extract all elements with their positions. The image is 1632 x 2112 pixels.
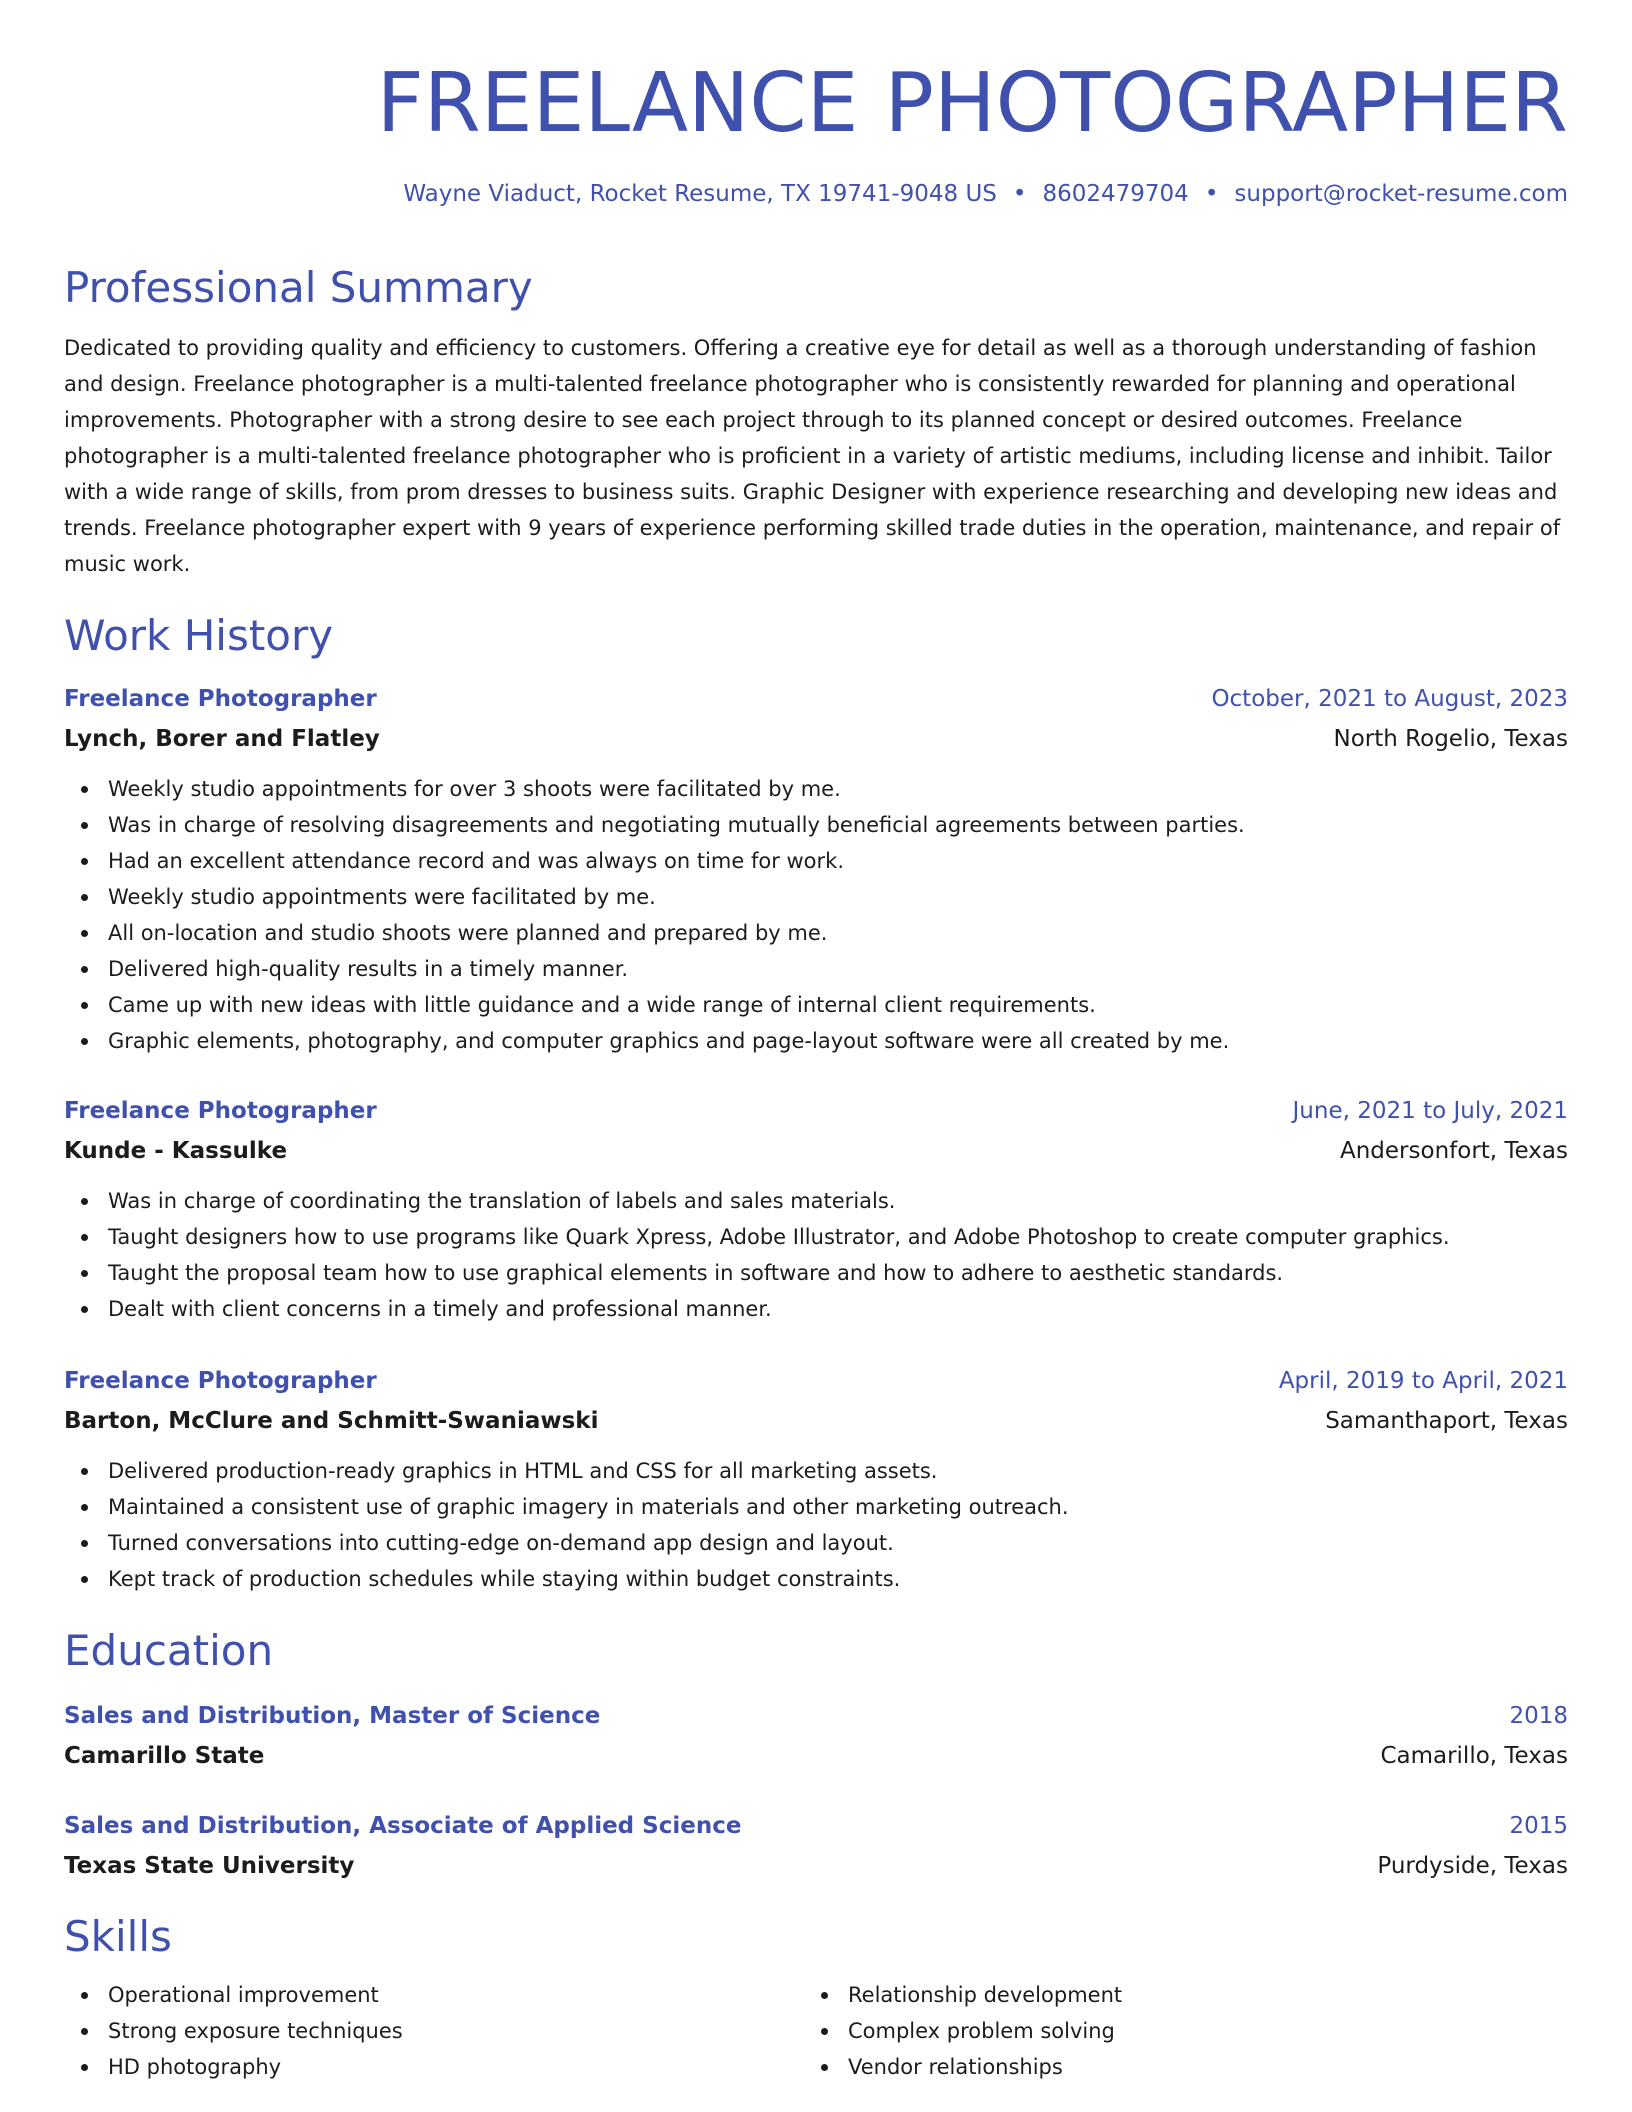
- contact-line: [403, 179, 1568, 209]
- education-year: 2015: [1509, 1813, 1568, 1839]
- contact-phone: 8602479704: [1042, 181, 1189, 207]
- skills-column-right: [804, 1977, 1544, 2085]
- job-header-row: [64, 1361, 1568, 1401]
- skill-text: Relationship development: [848, 1983, 1123, 2007]
- job-dates: June, 2021 to July, 2021: [1292, 1098, 1568, 1124]
- contact-address: Wayne Viaduct, Rocket Resume, TX 19741-9048 US: [403, 181, 997, 207]
- education-school-row: [64, 1846, 1568, 1886]
- bullet-dot: [81, 1234, 88, 1241]
- job-bullets: [64, 1183, 1568, 1327]
- contact-separator: •: [1012, 181, 1027, 207]
- contact-email: support@rocket-resume.com: [1234, 181, 1568, 207]
- job-title: Freelance Photographer: [64, 1368, 377, 1394]
- job-bullet: [108, 1489, 1568, 1525]
- bullet-dot: [81, 1540, 88, 1547]
- job-company: Kunde - Kassulke: [64, 1138, 288, 1164]
- job-bullet-text: Came up with new ideas with little guidance and a wide range of internal client requirements.: [108, 993, 1096, 1017]
- job-bullet-text: Taught designers how to use programs like Quark Xpress, Adobe Illustrator, and Adobe Photoshop to create computer graphics.: [108, 1225, 1450, 1249]
- job-bullet-text: Graphic elements, photography, and computer graphics and page-layout software were all created by me.: [108, 1029, 1230, 1053]
- bullet-dot: [821, 1992, 828, 1999]
- job-bullet-text: All on-location and studio shoots were planned and prepared by me.: [108, 921, 828, 945]
- bullet-dot: [81, 1306, 88, 1313]
- summary-text: Dedicated to providing quality and efficiency to customers. Offering a creative eye for detail as well as a thorough understanding of fashion and design. Freelance photographer is a multi-talented freelance photographer who is consistently rewarded for planning and operational improvements. Photographer with a strong desire to see each project through to its planned concept or desired outcomes. Freelance photographer is a multi-talented freelance photographer who is proficient in a variety of artistic mediums, including license and inhibit. Tailor with a wide range of skills, from prom dresses to business suits. Graphic Designer with experience researching and developing new ideas and trends. Freelance photographer expert with 9 years of experience performing skilled trade duties in the operation, maintenance, and repair of music work.: [64, 336, 1561, 576]
- bullet-dot: [81, 1198, 88, 1205]
- job-bullet: [108, 843, 1568, 879]
- job-bullet-text: Delivered high-quality results in a timely manner.: [108, 957, 629, 981]
- skill-text: Complex problem solving: [848, 2019, 1115, 2043]
- job-company: Barton, McClure and Schmitt-Swaniawski: [64, 1408, 599, 1434]
- bullet-dot: [81, 858, 88, 865]
- skill-item: [848, 2013, 1544, 2049]
- job-title: Freelance Photographer: [64, 1098, 377, 1124]
- job-bullet: [108, 1561, 1568, 1597]
- job-bullet: [108, 1291, 1568, 1327]
- bullet-dot: [821, 2028, 828, 2035]
- bullet-dot: [81, 1270, 88, 1277]
- education-year: 2018: [1509, 1703, 1568, 1729]
- bullet-dot: [81, 786, 88, 793]
- bullet-dot: [81, 822, 88, 829]
- education-header-row: [64, 1806, 1568, 1846]
- job-bullet-text: Kept track of production schedules while staying within budget constraints.: [108, 1567, 901, 1591]
- job-location: Andersonfort, Texas: [1340, 1138, 1568, 1164]
- job-bullet-text: Was in charge of resolving disagreements and negotiating mutually beneficial agreements between parties.: [108, 813, 1245, 837]
- resume-title: FREELANCE PHOTOGRAPHER: [376, 56, 1568, 151]
- skill-item: [848, 2049, 1544, 2085]
- skill-text: HD photography: [108, 2055, 282, 2079]
- bullet-dot: [821, 2064, 828, 2071]
- job-bullet-text: Had an excellent attendance record and was always on time for work.: [108, 849, 845, 873]
- job-bullets: [64, 1453, 1568, 1597]
- job-bullet: [108, 1255, 1568, 1291]
- skill-text: Operational improvement: [108, 1983, 379, 2007]
- bullet-dot: [81, 966, 88, 973]
- bullet-dot: [81, 1468, 88, 1475]
- job-company-row: [64, 719, 1568, 759]
- job-bullets: [64, 771, 1568, 1059]
- education-location: Camarillo, Texas: [1380, 1743, 1568, 1769]
- job-entry: [64, 1361, 1568, 1597]
- skills-bullets: [804, 1977, 1544, 2085]
- bullet-dot: [81, 1002, 88, 1009]
- job-bullet-text: Weekly studio appointments were facilitated by me.: [108, 885, 656, 909]
- job-bullet: [108, 1525, 1568, 1561]
- skills-list: [64, 1977, 1568, 2085]
- bullet-dot: [81, 1504, 88, 1511]
- job-bullet: [108, 807, 1568, 843]
- education-header-row: [64, 1696, 1568, 1736]
- skill-item: [108, 1977, 804, 2013]
- job-dates: April, 2019 to April, 2021: [1278, 1368, 1568, 1394]
- education-school-row: [64, 1736, 1568, 1776]
- job-bullet-text: Dealt with client concerns in a timely and professional manner.: [108, 1297, 772, 1321]
- job-location: North Rogelio, Texas: [1333, 726, 1568, 752]
- job-bullet: [108, 1219, 1568, 1255]
- education-heading: Education: [64, 1626, 274, 1675]
- skills-heading: Skills: [64, 1912, 172, 1961]
- job-bullet: [108, 951, 1568, 987]
- bullet-dot: [81, 1038, 88, 1045]
- bullet-dot: [81, 894, 88, 901]
- skill-item: [108, 2013, 804, 2049]
- job-bullet: [108, 1453, 1568, 1489]
- job-dates: October, 2021 to August, 2023: [1211, 686, 1568, 712]
- bullet-dot: [81, 930, 88, 937]
- skills-column-left: [64, 1977, 804, 2085]
- job-location: Samanthaport, Texas: [1325, 1408, 1568, 1434]
- job-bullet-text: Turned conversations into cutting-edge on-demand app design and layout.: [108, 1531, 894, 1555]
- job-bullet-text: Delivered production-ready graphics in HTML and CSS for all marketing assets.: [108, 1459, 938, 1483]
- job-bullet-text: Taught the proposal team how to use graphical elements in software and how to adhere to aesthetic standards.: [108, 1261, 1284, 1285]
- skill-item: [848, 1977, 1544, 2013]
- job-bullet-text: Weekly studio appointments for over 3 shoots were facilitated by me.: [108, 777, 841, 801]
- skill-text: Vendor relationships: [848, 2055, 1063, 2079]
- job-bullet: [108, 1023, 1568, 1059]
- job-entry: [64, 1091, 1568, 1327]
- education-degree: Sales and Distribution, Master of Science: [64, 1703, 601, 1729]
- job-header-row: [64, 1091, 1568, 1131]
- skill-item: [108, 2049, 804, 2085]
- education-location: Purdyside, Texas: [1377, 1853, 1568, 1879]
- job-header-row: [64, 679, 1568, 719]
- job-company: Lynch, Borer and Flatley: [64, 726, 380, 752]
- job-company-row: [64, 1131, 1568, 1171]
- bullet-dot: [81, 1576, 88, 1583]
- job-bullet-text: Maintained a consistent use of graphic imagery in materials and other marketing outreach.: [108, 1495, 1069, 1519]
- job-bullet: [108, 1183, 1568, 1219]
- bullet-dot: [81, 1992, 88, 1999]
- job-bullet-text: Was in charge of coordinating the translation of labels and sales materials.: [108, 1189, 896, 1213]
- job-bullet: [108, 771, 1568, 807]
- job-bullet: [108, 987, 1568, 1023]
- job-entry: [64, 679, 1568, 1059]
- education-entry: [64, 1696, 1568, 1776]
- skills-bullets: [64, 1977, 804, 2085]
- education-degree: Sales and Distribution, Associate of Applied Science: [64, 1813, 742, 1839]
- bullet-dot: [81, 2028, 88, 2035]
- job-bullet: [108, 915, 1568, 951]
- contact-separator: •: [1204, 181, 1219, 207]
- job-title: Freelance Photographer: [64, 686, 377, 712]
- skill-text: Strong exposure techniques: [108, 2019, 403, 2043]
- job-bullet: [108, 879, 1568, 915]
- education-school: Camarillo State: [64, 1743, 265, 1769]
- education-school: Texas State University: [64, 1853, 355, 1879]
- work-history-heading: Work History: [64, 611, 334, 660]
- job-company-row: [64, 1401, 1568, 1441]
- education-entry: [64, 1806, 1568, 1886]
- bullet-dot: [81, 2064, 88, 2071]
- summary-heading: Professional Summary: [64, 263, 533, 312]
